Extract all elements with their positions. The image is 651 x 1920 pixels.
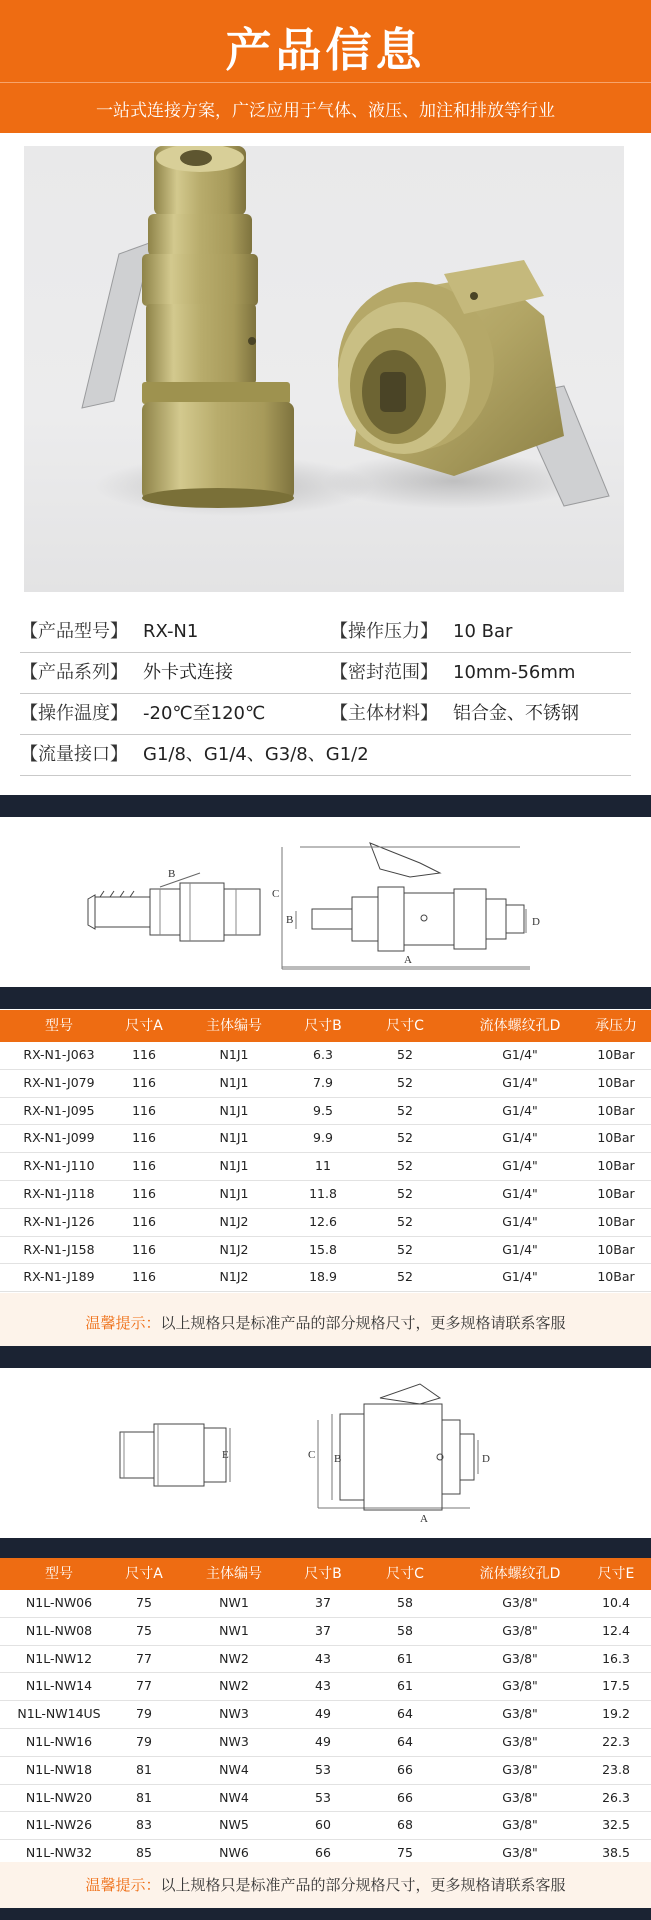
- table-cell: G3/8": [502, 1678, 538, 1694]
- spec-row: [20, 735, 631, 776]
- drawing-1-left-part: [88, 873, 260, 941]
- spec-row: [20, 612, 631, 653]
- spec-value: 10 Bar: [453, 621, 513, 642]
- spec-list: [20, 612, 631, 776]
- table-cell: 26.3: [602, 1789, 630, 1805]
- table-cell: 83: [136, 1817, 152, 1833]
- section-divider: [0, 1908, 651, 1920]
- table-cell: NW6: [219, 1845, 249, 1861]
- table-cell: 64: [397, 1706, 413, 1722]
- spec-table-2: [0, 1558, 651, 1868]
- spec-value: RX-N1: [143, 621, 199, 642]
- spec-value: -20℃至120℃: [143, 703, 266, 724]
- product-photo: [24, 146, 624, 592]
- drawing-1-label: B: [286, 914, 294, 926]
- table-cell: RX-N1-J126: [23, 1213, 95, 1229]
- table-cell: 116: [132, 1213, 156, 1229]
- spec-row: [20, 653, 631, 694]
- notice-text: 以上规格只是标准产品的部分规格尺寸，更多规格请联系客服: [160, 1314, 566, 1332]
- table-cell: 11.8: [309, 1185, 337, 1201]
- table-cell: 10Bar: [597, 1269, 635, 1285]
- column-header: 承压力: [595, 1018, 637, 1034]
- table-row: [0, 1237, 651, 1265]
- table-cell: N1L-NW12: [25, 1650, 93, 1666]
- table-cell: 77: [136, 1650, 152, 1666]
- header-divider: [0, 82, 651, 83]
- table-cell: 79: [136, 1733, 152, 1749]
- drawing-1-label: C: [272, 888, 280, 900]
- table-cell: 12.6: [309, 1213, 337, 1229]
- table-cell: 52: [397, 1102, 413, 1118]
- page-subtitle: 一站式连接方案，广泛应用于气体、液压、加注和排放等行业: [96, 101, 555, 121]
- table-cell: 81: [136, 1789, 152, 1805]
- spec-row: [20, 694, 631, 735]
- drawing-2-label: C: [308, 1449, 316, 1461]
- drawing-2-svg: [0, 1368, 651, 1538]
- table-cell: 10Bar: [597, 1185, 635, 1201]
- table-cell: N1J1: [219, 1158, 249, 1174]
- table-row: [0, 1673, 651, 1701]
- drawing-1-label: B: [168, 868, 176, 880]
- spec-label: 【操作温度】: [20, 703, 128, 724]
- table-cell: 11: [315, 1158, 331, 1174]
- table-row: [0, 1757, 651, 1785]
- table-cell: N1L-NW14: [25, 1678, 93, 1694]
- table-cell: 38.5: [602, 1845, 630, 1861]
- table-cell: RX-N1-J099: [23, 1130, 95, 1146]
- column-header: 尺寸A: [125, 1566, 163, 1582]
- table-header: [0, 1558, 651, 1590]
- table-cell: 49: [315, 1733, 331, 1749]
- table-cell: NW1: [219, 1595, 249, 1610]
- table-row: [0, 1729, 651, 1757]
- table-body: [0, 1042, 651, 1292]
- column-header: 主体编号: [206, 1566, 262, 1582]
- table-cell: G3/8": [502, 1761, 538, 1777]
- table-cell: NW3: [219, 1733, 249, 1749]
- notice-label: 温馨提示：: [85, 1314, 161, 1332]
- table-cell: 75: [397, 1845, 413, 1861]
- table-cell: 37: [315, 1622, 331, 1638]
- table-cell: G3/8": [502, 1845, 538, 1861]
- table-cell: 116: [132, 1130, 156, 1146]
- table-cell: RX-N1-J189: [23, 1269, 95, 1285]
- table-cell: 66: [315, 1845, 331, 1861]
- table-cell: G3/8": [502, 1595, 538, 1610]
- page-title: 产品信息: [225, 23, 426, 77]
- table-cell: 116: [132, 1102, 156, 1118]
- table-cell: N1J2: [219, 1241, 249, 1257]
- drawing-1-svg: [0, 817, 651, 987]
- notice-1: [0, 1293, 651, 1353]
- column-header: 型号: [45, 1018, 73, 1034]
- table-row: [0, 1042, 651, 1070]
- table-cell: 15.8: [309, 1241, 337, 1257]
- section-divider: [0, 987, 651, 1009]
- table-cell: 16.3: [602, 1650, 630, 1666]
- table-cell: 49: [315, 1706, 331, 1722]
- table-cell: NW5: [219, 1817, 249, 1833]
- table-cell: 10Bar: [597, 1241, 635, 1257]
- table-cell: 18.9: [309, 1269, 337, 1285]
- table-row: [0, 1646, 651, 1674]
- table-row: [0, 1618, 651, 1646]
- table-row: [0, 1125, 651, 1153]
- table-cell: 10.4: [602, 1595, 630, 1610]
- column-header: 尺寸A: [125, 1018, 163, 1034]
- drawing-1-main-part: [282, 843, 530, 969]
- table-cell: G1/4": [502, 1047, 538, 1062]
- spec-value: 外卡式连接: [143, 662, 233, 683]
- table-cell: NW1: [219, 1622, 249, 1638]
- table-cell: G1/4": [502, 1158, 538, 1174]
- table-cell: RX-N1-J158: [23, 1241, 95, 1257]
- table-cell: G1/4": [502, 1074, 538, 1090]
- table-cell: G3/8": [502, 1789, 538, 1805]
- table-cell: N1L-NW06: [25, 1595, 93, 1610]
- drawing-2-label: B: [334, 1453, 342, 1465]
- table-cell: 116: [132, 1241, 156, 1257]
- table-cell: N1L-NW26: [25, 1817, 93, 1833]
- spec-label: 【操作压力】: [330, 621, 438, 642]
- spec-label: 【主体材料】: [330, 703, 438, 724]
- table-cell: G3/8": [502, 1706, 538, 1722]
- table-cell: 61: [397, 1678, 413, 1694]
- table-cell: 12.4: [602, 1622, 630, 1638]
- table-cell: 23.8: [602, 1761, 630, 1777]
- table-cell: 22.3: [602, 1733, 630, 1749]
- table-cell: G1/4": [502, 1241, 538, 1257]
- table-cell: RX-N1-J110: [23, 1158, 95, 1174]
- table-cell: 52: [397, 1074, 413, 1090]
- table-row: [0, 1153, 651, 1181]
- table-cell: NW2: [219, 1650, 249, 1666]
- table-row: [0, 1264, 651, 1292]
- notice-label: 温馨提示：: [85, 1876, 161, 1894]
- column-header: 尺寸C: [386, 1566, 424, 1582]
- table-cell: 17.5: [602, 1678, 630, 1694]
- table-cell: N1L-NW16: [25, 1733, 93, 1749]
- table-cell: G3/8": [502, 1622, 538, 1638]
- table-cell: 61: [397, 1650, 413, 1666]
- table-cell: N1L-NW14US: [17, 1706, 101, 1722]
- table-cell: 10Bar: [597, 1047, 635, 1062]
- table-row: [0, 1098, 651, 1126]
- table-cell: N1J1: [219, 1130, 249, 1146]
- table-cell: NW2: [219, 1678, 249, 1694]
- table-cell: G1/4": [502, 1185, 538, 1201]
- table-cell: G1/4": [502, 1213, 538, 1229]
- table-cell: RX-N1-J063: [23, 1047, 95, 1062]
- table-cell: 58: [397, 1595, 413, 1610]
- table-cell: 37: [315, 1595, 331, 1610]
- table-cell: 52: [397, 1241, 413, 1257]
- table-cell: RX-N1-J118: [23, 1185, 95, 1201]
- table-cell: 43: [315, 1678, 331, 1694]
- technical-drawing-1: [0, 817, 651, 987]
- table-cell: 52: [397, 1269, 413, 1285]
- spec-value: 10mm-56mm: [453, 662, 576, 683]
- column-header: 主体编号: [206, 1018, 262, 1034]
- table-cell: NW3: [219, 1706, 249, 1722]
- table-cell: 19.2: [602, 1706, 630, 1722]
- table-cell: 7.9: [313, 1074, 333, 1090]
- table-cell: 79: [136, 1706, 152, 1722]
- table-row: [0, 1590, 651, 1618]
- drawing-2-left-part: [120, 1424, 230, 1486]
- table-cell: 52: [397, 1158, 413, 1174]
- table-cell: 9.9: [313, 1130, 333, 1146]
- table-cell: 10Bar: [597, 1102, 635, 1118]
- spec-label: 【产品型号】: [20, 621, 128, 642]
- table-cell: 116: [132, 1158, 156, 1174]
- table-row: [0, 1785, 651, 1813]
- table-row: [0, 1209, 651, 1237]
- notice-text: 以上规格只是标准产品的部分规格尺寸，更多规格请联系客服: [160, 1876, 566, 1894]
- table-cell: N1J1: [219, 1185, 249, 1201]
- table-cell: 52: [397, 1185, 413, 1201]
- table-cell: 10Bar: [597, 1213, 635, 1229]
- spec-label: 【产品系列】: [20, 662, 128, 683]
- table-cell: N1J2: [219, 1269, 249, 1285]
- table-cell: NW4: [219, 1789, 249, 1805]
- drawing-1-label: D: [532, 916, 540, 928]
- table-header: [0, 1010, 651, 1042]
- table-cell: 32.5: [602, 1817, 630, 1833]
- spec-value: G1/8、G1/4、G3/8、G1/2: [143, 744, 369, 765]
- table-cell: 58: [397, 1622, 413, 1638]
- table-cell: RX-N1-J079: [23, 1074, 95, 1090]
- table-cell: 66: [397, 1761, 413, 1777]
- technical-drawing-2: [0, 1368, 651, 1538]
- section-divider: [0, 1346, 651, 1368]
- table-row: [0, 1070, 651, 1098]
- table-cell: 116: [132, 1185, 156, 1201]
- drawing-2-main-part: [318, 1384, 478, 1510]
- table-cell: 6.3: [313, 1047, 333, 1062]
- drawing-2-label: A: [420, 1513, 428, 1525]
- table-cell: 66: [397, 1789, 413, 1805]
- table-cell: N1L-NW20: [25, 1789, 93, 1805]
- table-row: [0, 1812, 651, 1840]
- drawing-2-label: D: [482, 1453, 490, 1465]
- column-header: 流体螺纹孔D: [479, 1566, 561, 1582]
- table-cell: N1L-NW32: [25, 1845, 93, 1861]
- table-cell: N1J1: [219, 1047, 249, 1062]
- spec-label: 【密封范围】: [330, 662, 438, 683]
- table-cell: NW4: [219, 1761, 249, 1777]
- spec-label: 【流量接口】: [20, 744, 128, 765]
- table-cell: 52: [397, 1213, 413, 1229]
- table-cell: 75: [136, 1595, 152, 1610]
- section-divider: [0, 1538, 651, 1560]
- table-cell: 116: [132, 1269, 156, 1285]
- drawing-1-label: A: [404, 954, 412, 966]
- table-cell: N1J2: [219, 1213, 249, 1229]
- column-header: 尺寸B: [304, 1018, 342, 1034]
- spec-table-1: [0, 1010, 651, 1292]
- table-cell: N1L-NW08: [25, 1622, 93, 1638]
- table-cell: 52: [397, 1047, 413, 1062]
- table-cell: 10Bar: [597, 1074, 635, 1090]
- table-row: [0, 1181, 651, 1209]
- left-coupling-shape: [82, 146, 294, 508]
- column-header: 尺寸B: [304, 1566, 342, 1582]
- table-cell: N1J1: [219, 1074, 249, 1090]
- table-cell: N1L-NW18: [25, 1761, 93, 1777]
- table-row: [0, 1701, 651, 1729]
- table-cell: 75: [136, 1622, 152, 1638]
- table-cell: G3/8": [502, 1650, 538, 1666]
- spec-value: 铝合金、不锈钢: [453, 703, 579, 724]
- section-divider: [0, 795, 651, 817]
- notice-2: [0, 1862, 651, 1908]
- table-cell: 68: [397, 1817, 413, 1833]
- table-cell: 53: [315, 1789, 331, 1805]
- header-banner: [0, 0, 651, 133]
- table-cell: RX-N1-J095: [23, 1102, 95, 1118]
- table-cell: G1/4": [502, 1130, 538, 1146]
- table-cell: 77: [136, 1678, 152, 1694]
- drawing-2-label: E: [222, 1449, 229, 1461]
- table-cell: 53: [315, 1761, 331, 1777]
- table-cell: G3/8": [502, 1817, 538, 1833]
- table-cell: 116: [132, 1074, 156, 1090]
- table-cell: 85: [136, 1845, 152, 1861]
- table-cell: 9.5: [313, 1102, 333, 1118]
- table-cell: 10Bar: [597, 1158, 635, 1174]
- product-photo-illustration: [24, 146, 624, 592]
- table-cell: N1J1: [219, 1102, 249, 1118]
- table-cell: 64: [397, 1733, 413, 1749]
- column-header: 流体螺纹孔D: [479, 1018, 561, 1034]
- table-cell: 81: [136, 1761, 152, 1777]
- table-cell: 116: [132, 1047, 156, 1062]
- column-header: 型号: [45, 1566, 73, 1582]
- table-cell: 52: [397, 1130, 413, 1146]
- table-cell: G3/8": [502, 1733, 538, 1749]
- table-cell: G1/4": [502, 1269, 538, 1285]
- table-cell: 43: [315, 1650, 331, 1666]
- table-cell: 10Bar: [597, 1130, 635, 1146]
- table-cell: G1/4": [502, 1102, 538, 1118]
- column-header: 尺寸E: [597, 1566, 635, 1582]
- table-cell: 60: [315, 1817, 331, 1833]
- table-body: [0, 1590, 651, 1868]
- column-header: 尺寸C: [386, 1018, 424, 1034]
